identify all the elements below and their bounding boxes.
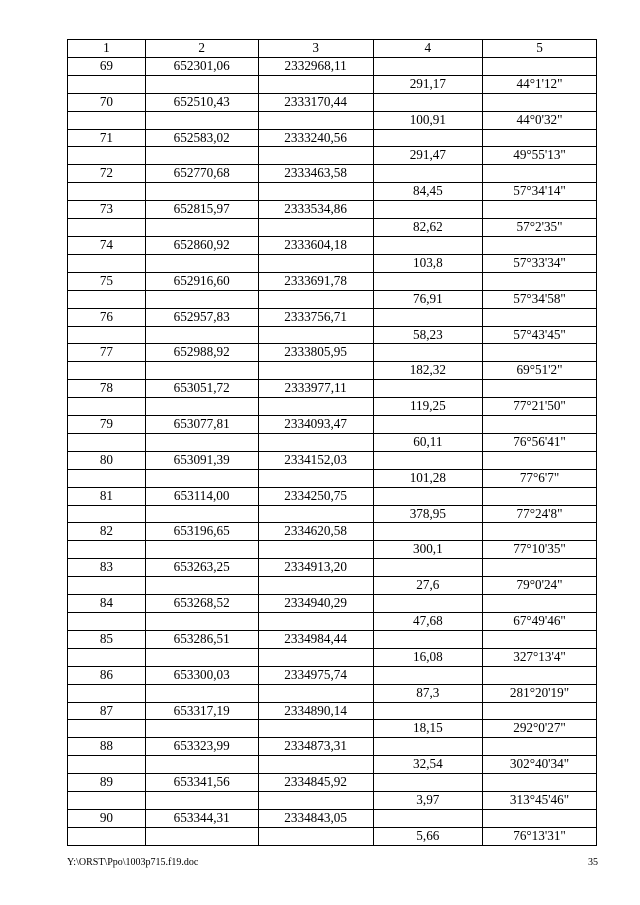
x-coordinate-cell bbox=[145, 684, 258, 702]
distance-cell bbox=[373, 523, 482, 541]
table-row bbox=[68, 738, 597, 756]
distance-cell: 101,28 bbox=[373, 469, 482, 487]
footer-file-path: Y:\ORST\Ppo\1003p715.f19.doc bbox=[67, 857, 199, 868]
y-coordinate-cell bbox=[258, 75, 373, 93]
column-header-3: 3 bbox=[258, 40, 373, 58]
bearing-cell: 49°55'13" bbox=[483, 147, 597, 165]
point-number-cell bbox=[68, 398, 146, 416]
table-row bbox=[68, 451, 597, 469]
x-coordinate-cell: 652916,60 bbox=[145, 272, 258, 290]
table-row bbox=[68, 648, 597, 666]
distance-cell bbox=[373, 559, 482, 577]
x-coordinate-cell bbox=[145, 290, 258, 308]
x-coordinate-cell: 653300,03 bbox=[145, 666, 258, 684]
table-row bbox=[68, 290, 597, 308]
distance-cell bbox=[373, 380, 482, 398]
x-coordinate-cell: 653114,00 bbox=[145, 487, 258, 505]
distance-cell: 378,95 bbox=[373, 505, 482, 523]
y-coordinate-cell bbox=[258, 684, 373, 702]
y-coordinate-cell: 2334843,05 bbox=[258, 809, 373, 827]
column-header-4: 4 bbox=[373, 40, 482, 58]
table-row bbox=[68, 416, 597, 434]
distance-cell: 76,91 bbox=[373, 290, 482, 308]
x-coordinate-cell: 652510,43 bbox=[145, 93, 258, 111]
bearing-cell: 327°13'4" bbox=[483, 648, 597, 666]
bearing-cell bbox=[483, 93, 597, 111]
bearing-cell: 76°13'31" bbox=[483, 827, 597, 845]
bearing-cell: 44°1'12" bbox=[483, 75, 597, 93]
y-coordinate-cell bbox=[258, 648, 373, 666]
y-coordinate-cell: 2333604,18 bbox=[258, 236, 373, 254]
table-row bbox=[68, 362, 597, 380]
distance-cell: 103,8 bbox=[373, 254, 482, 272]
table-row bbox=[68, 272, 597, 290]
distance-cell: 58,23 bbox=[373, 326, 482, 344]
table-row bbox=[68, 469, 597, 487]
y-coordinate-cell: 2334890,14 bbox=[258, 702, 373, 720]
table-row bbox=[68, 147, 597, 165]
y-coordinate-cell bbox=[258, 362, 373, 380]
column-header-1: 1 bbox=[68, 40, 146, 58]
table-row bbox=[68, 398, 597, 416]
bearing-cell: 77°10'35" bbox=[483, 541, 597, 559]
y-coordinate-cell: 2334913,20 bbox=[258, 559, 373, 577]
bearing-cell: 57°43'45" bbox=[483, 326, 597, 344]
table-header-row bbox=[68, 40, 597, 58]
bearing-cell: 57°34'58" bbox=[483, 290, 597, 308]
x-coordinate-cell bbox=[145, 469, 258, 487]
point-number-cell: 80 bbox=[68, 451, 146, 469]
y-coordinate-cell bbox=[258, 756, 373, 774]
bearing-cell: 77°21'50" bbox=[483, 398, 597, 416]
distance-cell: 27,6 bbox=[373, 577, 482, 595]
x-coordinate-cell: 653077,81 bbox=[145, 416, 258, 434]
table-row bbox=[68, 93, 597, 111]
y-coordinate-cell: 2333534,86 bbox=[258, 201, 373, 219]
x-coordinate-cell: 653268,52 bbox=[145, 595, 258, 613]
y-coordinate-cell: 2334940,29 bbox=[258, 595, 373, 613]
table-row bbox=[68, 487, 597, 505]
point-number-cell bbox=[68, 613, 146, 631]
distance-cell bbox=[373, 595, 482, 613]
distance-cell bbox=[373, 272, 482, 290]
bearing-cell bbox=[483, 165, 597, 183]
bearing-cell bbox=[483, 702, 597, 720]
distance-cell: 47,68 bbox=[373, 613, 482, 631]
x-coordinate-cell bbox=[145, 827, 258, 845]
table-row bbox=[68, 523, 597, 541]
bearing-cell: 281°20'19" bbox=[483, 684, 597, 702]
point-number-cell bbox=[68, 183, 146, 201]
bearing-cell: 77°6'7" bbox=[483, 469, 597, 487]
table-row bbox=[68, 129, 597, 147]
y-coordinate-cell bbox=[258, 290, 373, 308]
point-number-cell bbox=[68, 326, 146, 344]
point-number-cell bbox=[68, 290, 146, 308]
table-body bbox=[68, 57, 597, 845]
table-row bbox=[68, 165, 597, 183]
point-number-cell: 73 bbox=[68, 201, 146, 219]
y-coordinate-cell: 2334845,92 bbox=[258, 774, 373, 792]
table-row bbox=[68, 219, 597, 237]
y-coordinate-cell: 2334152,03 bbox=[258, 451, 373, 469]
table-row bbox=[68, 809, 597, 827]
table-row bbox=[68, 236, 597, 254]
distance-cell: 5,66 bbox=[373, 827, 482, 845]
x-coordinate-cell: 652957,83 bbox=[145, 308, 258, 326]
distance-cell: 291,47 bbox=[373, 147, 482, 165]
point-number-cell: 77 bbox=[68, 344, 146, 362]
point-number-cell bbox=[68, 505, 146, 523]
distance-cell bbox=[373, 451, 482, 469]
bearing-cell: 76°56'41" bbox=[483, 433, 597, 451]
x-coordinate-cell bbox=[145, 398, 258, 416]
distance-cell bbox=[373, 487, 482, 505]
y-coordinate-cell bbox=[258, 720, 373, 738]
x-coordinate-cell bbox=[145, 577, 258, 595]
bearing-cell bbox=[483, 559, 597, 577]
bearing-cell bbox=[483, 630, 597, 648]
point-number-cell: 75 bbox=[68, 272, 146, 290]
bearing-cell bbox=[483, 774, 597, 792]
bearing-cell: 302°40'34" bbox=[483, 756, 597, 774]
footer-page-number: 35 bbox=[588, 857, 598, 868]
point-number-cell bbox=[68, 648, 146, 666]
table-row bbox=[68, 201, 597, 219]
x-coordinate-cell bbox=[145, 183, 258, 201]
point-number-cell: 70 bbox=[68, 93, 146, 111]
y-coordinate-cell: 2334093,47 bbox=[258, 416, 373, 434]
distance-cell bbox=[373, 702, 482, 720]
bearing-cell bbox=[483, 416, 597, 434]
bearing-cell bbox=[483, 380, 597, 398]
table-row bbox=[68, 111, 597, 129]
point-number-cell bbox=[68, 720, 146, 738]
bearing-cell: 57°2'35" bbox=[483, 219, 597, 237]
x-coordinate-cell: 653263,25 bbox=[145, 559, 258, 577]
y-coordinate-cell bbox=[258, 505, 373, 523]
table-row bbox=[68, 774, 597, 792]
point-number-cell: 87 bbox=[68, 702, 146, 720]
table-row bbox=[68, 630, 597, 648]
y-coordinate-cell bbox=[258, 183, 373, 201]
table-row bbox=[68, 684, 597, 702]
point-number-cell bbox=[68, 75, 146, 93]
point-number-cell bbox=[68, 756, 146, 774]
column-header-2: 2 bbox=[145, 40, 258, 58]
y-coordinate-cell bbox=[258, 111, 373, 129]
distance-cell bbox=[373, 666, 482, 684]
point-number-cell: 84 bbox=[68, 595, 146, 613]
y-coordinate-cell: 2333240,56 bbox=[258, 129, 373, 147]
y-coordinate-cell: 2333805,95 bbox=[258, 344, 373, 362]
x-coordinate-cell: 653196,65 bbox=[145, 523, 258, 541]
point-number-cell bbox=[68, 577, 146, 595]
y-coordinate-cell: 2333977,11 bbox=[258, 380, 373, 398]
x-coordinate-cell: 653051,72 bbox=[145, 380, 258, 398]
table-row bbox=[68, 75, 597, 93]
y-coordinate-cell: 2333463,58 bbox=[258, 165, 373, 183]
bearing-cell bbox=[483, 595, 597, 613]
point-number-cell bbox=[68, 541, 146, 559]
x-coordinate-cell bbox=[145, 541, 258, 559]
bearing-cell: 292°0'27" bbox=[483, 720, 597, 738]
distance-cell bbox=[373, 738, 482, 756]
x-coordinate-cell: 652860,92 bbox=[145, 236, 258, 254]
bearing-cell bbox=[483, 487, 597, 505]
bearing-cell bbox=[483, 308, 597, 326]
x-coordinate-cell bbox=[145, 792, 258, 810]
x-coordinate-cell: 652770,68 bbox=[145, 165, 258, 183]
table-row bbox=[68, 380, 597, 398]
table-row bbox=[68, 433, 597, 451]
y-coordinate-cell: 2333170,44 bbox=[258, 93, 373, 111]
y-coordinate-cell bbox=[258, 433, 373, 451]
bearing-cell: 79°0'24" bbox=[483, 577, 597, 595]
table-row bbox=[68, 326, 597, 344]
point-number-cell: 82 bbox=[68, 523, 146, 541]
distance-cell: 18,15 bbox=[373, 720, 482, 738]
point-number-cell: 79 bbox=[68, 416, 146, 434]
y-coordinate-cell bbox=[258, 541, 373, 559]
x-coordinate-cell: 653317,19 bbox=[145, 702, 258, 720]
point-number-cell: 74 bbox=[68, 236, 146, 254]
bearing-cell bbox=[483, 344, 597, 362]
column-header-5: 5 bbox=[483, 40, 597, 58]
distance-cell bbox=[373, 236, 482, 254]
x-coordinate-cell bbox=[145, 219, 258, 237]
point-number-cell: 78 bbox=[68, 380, 146, 398]
distance-cell: 82,62 bbox=[373, 219, 482, 237]
distance-cell: 32,54 bbox=[373, 756, 482, 774]
table-row bbox=[68, 344, 597, 362]
bearing-cell bbox=[483, 57, 597, 75]
bearing-cell bbox=[483, 738, 597, 756]
y-coordinate-cell: 2334975,74 bbox=[258, 666, 373, 684]
table-row bbox=[68, 666, 597, 684]
y-coordinate-cell bbox=[258, 326, 373, 344]
y-coordinate-cell bbox=[258, 577, 373, 595]
y-coordinate-cell bbox=[258, 613, 373, 631]
distance-cell: 100,91 bbox=[373, 111, 482, 129]
table-row bbox=[68, 559, 597, 577]
bearing-cell: 57°34'14" bbox=[483, 183, 597, 201]
y-coordinate-cell: 2333756,71 bbox=[258, 308, 373, 326]
point-number-cell bbox=[68, 684, 146, 702]
point-number-cell bbox=[68, 147, 146, 165]
distance-cell: 300,1 bbox=[373, 541, 482, 559]
distance-cell bbox=[373, 308, 482, 326]
table-row bbox=[68, 183, 597, 201]
y-coordinate-cell: 2334620,58 bbox=[258, 523, 373, 541]
point-number-cell: 83 bbox=[68, 559, 146, 577]
y-coordinate-cell bbox=[258, 398, 373, 416]
distance-cell bbox=[373, 93, 482, 111]
point-number-cell: 72 bbox=[68, 165, 146, 183]
x-coordinate-cell: 652815,97 bbox=[145, 201, 258, 219]
x-coordinate-cell bbox=[145, 756, 258, 774]
distance-cell bbox=[373, 165, 482, 183]
x-coordinate-cell bbox=[145, 613, 258, 631]
x-coordinate-cell bbox=[145, 362, 258, 380]
point-number-cell: 71 bbox=[68, 129, 146, 147]
bearing-cell bbox=[483, 272, 597, 290]
distance-cell bbox=[373, 416, 482, 434]
table-row bbox=[68, 720, 597, 738]
bearing-cell: 69°51'2" bbox=[483, 362, 597, 380]
table-row bbox=[68, 577, 597, 595]
point-number-cell bbox=[68, 792, 146, 810]
x-coordinate-cell bbox=[145, 75, 258, 93]
table-row bbox=[68, 702, 597, 720]
bearing-cell bbox=[483, 201, 597, 219]
bearing-cell: 313°45'46" bbox=[483, 792, 597, 810]
table-row bbox=[68, 756, 597, 774]
bearing-cell bbox=[483, 809, 597, 827]
y-coordinate-cell bbox=[258, 219, 373, 237]
point-number-cell: 90 bbox=[68, 809, 146, 827]
bearing-cell: 67°49'46" bbox=[483, 613, 597, 631]
x-coordinate-cell bbox=[145, 505, 258, 523]
y-coordinate-cell bbox=[258, 792, 373, 810]
distance-cell: 87,3 bbox=[373, 684, 482, 702]
x-coordinate-cell bbox=[145, 720, 258, 738]
distance-cell: 60,11 bbox=[373, 433, 482, 451]
point-number-cell: 86 bbox=[68, 666, 146, 684]
y-coordinate-cell: 2332968,11 bbox=[258, 57, 373, 75]
x-coordinate-cell bbox=[145, 326, 258, 344]
table-row bbox=[68, 308, 597, 326]
bearing-cell bbox=[483, 666, 597, 684]
table-row bbox=[68, 57, 597, 75]
y-coordinate-cell bbox=[258, 254, 373, 272]
distance-cell bbox=[373, 774, 482, 792]
bearing-cell: 44°0'32" bbox=[483, 111, 597, 129]
distance-cell bbox=[373, 630, 482, 648]
table-row bbox=[68, 827, 597, 845]
y-coordinate-cell: 2334984,44 bbox=[258, 630, 373, 648]
point-number-cell bbox=[68, 827, 146, 845]
x-coordinate-cell: 652583,02 bbox=[145, 129, 258, 147]
x-coordinate-cell bbox=[145, 254, 258, 272]
y-coordinate-cell: 2333691,78 bbox=[258, 272, 373, 290]
distance-cell: 291,17 bbox=[373, 75, 482, 93]
table-row bbox=[68, 792, 597, 810]
x-coordinate-cell bbox=[145, 111, 258, 129]
bearing-cell: 57°33'34" bbox=[483, 254, 597, 272]
y-coordinate-cell bbox=[258, 827, 373, 845]
distance-cell bbox=[373, 344, 482, 362]
distance-cell bbox=[373, 201, 482, 219]
bearing-cell bbox=[483, 451, 597, 469]
point-number-cell: 85 bbox=[68, 630, 146, 648]
distance-cell bbox=[373, 129, 482, 147]
table-row bbox=[68, 505, 597, 523]
bearing-cell bbox=[483, 523, 597, 541]
y-coordinate-cell bbox=[258, 147, 373, 165]
table-row bbox=[68, 254, 597, 272]
x-coordinate-cell bbox=[145, 433, 258, 451]
distance-cell: 84,45 bbox=[373, 183, 482, 201]
y-coordinate-cell: 2334250,75 bbox=[258, 487, 373, 505]
x-coordinate-cell: 653344,31 bbox=[145, 809, 258, 827]
y-coordinate-cell bbox=[258, 469, 373, 487]
table-row bbox=[68, 541, 597, 559]
x-coordinate-cell bbox=[145, 648, 258, 666]
bearing-cell bbox=[483, 236, 597, 254]
distance-cell bbox=[373, 809, 482, 827]
distance-cell: 119,25 bbox=[373, 398, 482, 416]
table-row bbox=[68, 613, 597, 631]
point-number-cell: 81 bbox=[68, 487, 146, 505]
x-coordinate-cell: 653091,39 bbox=[145, 451, 258, 469]
bearing-cell bbox=[483, 129, 597, 147]
x-coordinate-cell: 653286,51 bbox=[145, 630, 258, 648]
x-coordinate-cell: 653323,99 bbox=[145, 738, 258, 756]
point-number-cell: 88 bbox=[68, 738, 146, 756]
table-row bbox=[68, 595, 597, 613]
distance-cell bbox=[373, 57, 482, 75]
point-number-cell bbox=[68, 362, 146, 380]
point-number-cell bbox=[68, 254, 146, 272]
distance-cell: 3,97 bbox=[373, 792, 482, 810]
distance-cell: 182,32 bbox=[373, 362, 482, 380]
y-coordinate-cell: 2334873,31 bbox=[258, 738, 373, 756]
point-number-cell bbox=[68, 469, 146, 487]
x-coordinate-cell: 652301,06 bbox=[145, 57, 258, 75]
bearing-cell: 77°24'8" bbox=[483, 505, 597, 523]
x-coordinate-cell: 652988,92 bbox=[145, 344, 258, 362]
point-number-cell: 89 bbox=[68, 774, 146, 792]
point-number-cell: 69 bbox=[68, 57, 146, 75]
coordinates-table bbox=[67, 39, 597, 846]
distance-cell: 16,08 bbox=[373, 648, 482, 666]
point-number-cell bbox=[68, 111, 146, 129]
x-coordinate-cell bbox=[145, 147, 258, 165]
x-coordinate-cell: 653341,56 bbox=[145, 774, 258, 792]
point-number-cell bbox=[68, 433, 146, 451]
point-number-cell: 76 bbox=[68, 308, 146, 326]
point-number-cell bbox=[68, 219, 146, 237]
